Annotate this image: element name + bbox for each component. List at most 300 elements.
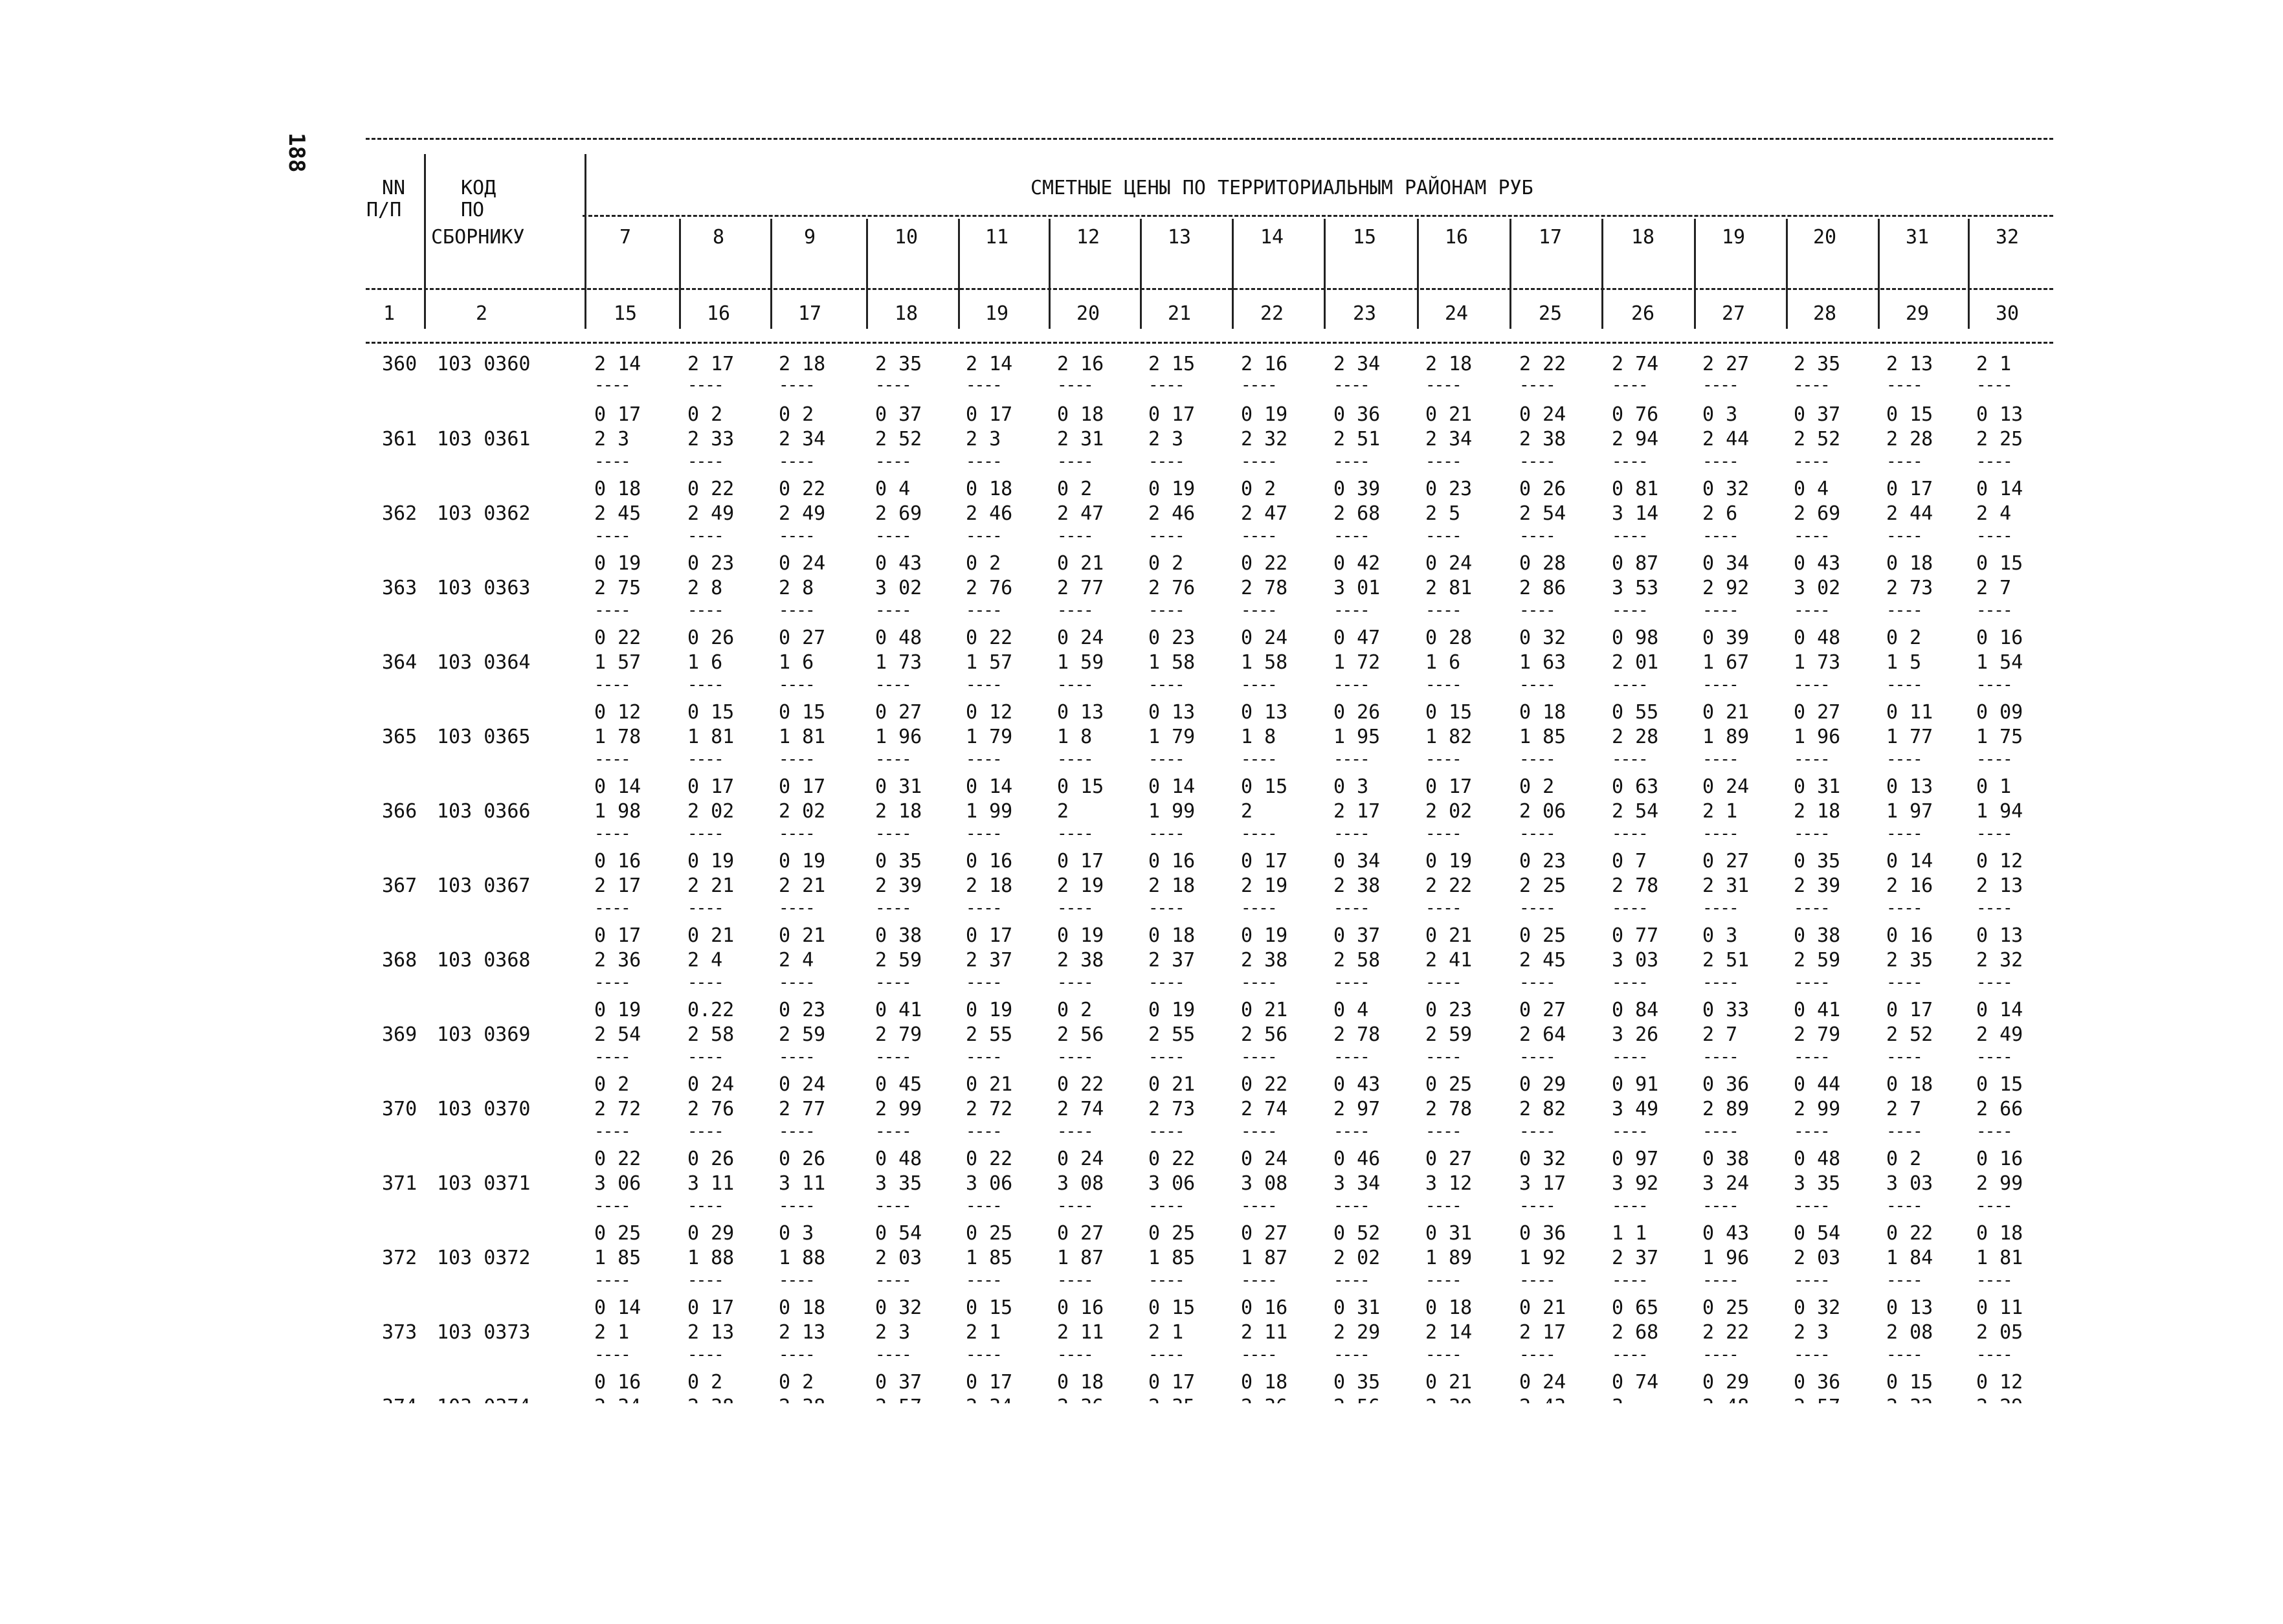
price-cell: 0 22 [1057,1073,1104,1096]
price-cell: 0 13 [1148,701,1196,724]
price-cell: 1 73 [875,651,922,674]
column-divider [1049,219,1051,329]
price-cell: 2 54 [1612,800,1659,823]
price-cell: 3 03 [1886,1172,1933,1195]
column-divider [679,219,681,329]
price-cell: 1 58 [1241,651,1288,674]
fraction-bar: ---- [1333,375,1369,395]
row-code: 103 0369 [437,1023,531,1046]
price-cell: 0 19 [594,999,641,1021]
fraction-bar: ---- [966,824,1001,843]
price-cell: 0 14 [1148,775,1196,798]
price-cell: 0 23 [779,999,826,1021]
price-cell: 2 49 [687,502,735,525]
district-number: 20 [1812,226,1837,249]
price-cell: 2 37 [1148,949,1196,972]
district-number: 32 [1995,226,2020,249]
fraction-bar: ---- [1886,375,1922,395]
price-cell: 2 17 [594,874,641,897]
fraction-bar: ---- [779,750,814,769]
column-number: 20 [1076,302,1100,325]
fraction-bar: ---- [1794,1196,1829,1216]
price-cell: 2 28 [1612,726,1659,748]
price-cell: 0 2 [1519,775,1555,798]
price-cell: 0 18 [1886,552,1933,575]
price-cell: 2 11 [1241,1321,1288,1344]
district-number: 9 [803,226,816,249]
district-number: 16 [1444,226,1469,249]
price-cell: 0 77 [1612,924,1659,947]
fraction-bar: ---- [1976,973,2012,992]
price-cell: 0 17 [1241,850,1288,873]
price-cell: 2 18 [1425,353,1473,375]
price-cell: 1 58 [1148,651,1196,674]
fraction-bar: ---- [1794,675,1829,695]
price-cell: 2 59 [1425,1023,1473,1046]
column-divider [1509,219,1511,329]
column-number: 23 [1352,302,1377,325]
fraction-bar: ---- [966,375,1001,395]
price-cell: 0 13 [1976,924,2023,947]
fraction-bar: ---- [779,1271,814,1290]
price-cell: 0 38 [1702,1148,1750,1170]
price-cell: 0 16 [1886,924,1933,947]
price-cell: 1 96 [1702,1247,1750,1269]
price-cell: 0 2 [687,403,723,426]
price-cell: 2 15 [1148,353,1196,375]
district-number: 19 [1721,226,1746,249]
price-cell: 0 27 [1794,701,1841,724]
price-cell: 0 7 [1612,850,1647,873]
price-cell: 3 11 [687,1172,735,1195]
price-cell: 2 51 [1702,949,1750,972]
price-cell: 0 27 [1519,999,1566,1021]
price-cell: 2 13 [1886,353,1933,375]
price-cell: 2 19 [1057,874,1104,897]
fraction-bar: ---- [687,973,723,992]
price-cell: 2 1 [1976,353,2012,375]
fraction-bar: ---- [1333,750,1369,769]
price-cell: 0 19 [1241,924,1288,947]
row-code: 103 0373 [437,1321,531,1344]
price-cell: 1 92 [1519,1247,1566,1269]
price-cell: 0 21 [779,924,826,947]
price-cell: 2 33 [687,428,735,450]
fraction-bar: ---- [1976,1271,2012,1290]
fraction-bar: ---- [779,375,814,395]
price-cell: 1 77 [1886,726,1933,748]
district-number: 13 [1167,226,1192,249]
price-cell: 0 38 [875,924,922,947]
price-cell: 0 19 [1057,924,1104,947]
price-cell: 3 03 [1612,949,1659,972]
price-cell: 2 3 [875,1321,911,1344]
table-rule [366,138,2053,140]
price-cell: 2 22 [1519,353,1566,375]
fraction-bar: ---- [1794,526,1829,546]
fraction-bar: ---- [1976,452,2012,471]
price-cell: 2 02 [779,800,826,823]
column-divider [866,219,868,329]
fraction-bar: ---- [1794,1345,1829,1364]
fraction-bar: ---- [1976,750,2012,769]
price-cell: 0 39 [1702,627,1750,649]
fraction-bar: ---- [1057,898,1093,918]
price-cell: 0 27 [1702,850,1750,873]
price-cell: 2 4 [687,949,723,972]
price-cell: 0 27 [779,627,826,649]
price-cell: 2 44 [1702,428,1750,450]
row-number: 373 [382,1321,418,1344]
price-cell: 0 24 [779,552,826,575]
fraction-bar: ---- [779,452,814,471]
price-cell: 0 17 [1148,1371,1196,1394]
fraction-bar: ---- [1148,375,1184,395]
fraction-bar: ---- [1333,898,1369,918]
price-cell: 2 44 [1886,502,1933,525]
price-cell: 2 05 [1976,1321,2023,1344]
price-cell: 0 14 [1886,850,1933,873]
price-cell: 2 66 [1976,1098,2023,1120]
price-cell: 2 1 [1702,800,1738,823]
fraction-bar: ---- [966,526,1001,546]
fraction-bar: ---- [687,1345,723,1364]
fraction-bar: ---- [1057,375,1093,395]
fraction-bar: ---- [1241,898,1276,918]
price-cell: 0 22 [779,478,826,500]
district-number: 12 [1076,226,1100,249]
fraction-bar: ---- [1425,675,1461,695]
price-cell: 2 47 [1241,502,1288,525]
price-cell: 2 13 [779,1321,826,1344]
price-cell: 3 11 [779,1172,826,1195]
price-cell: 0 18 [1057,1371,1104,1394]
price-cell: 2 8 [687,577,723,599]
price-cell: 0 87 [1612,552,1659,575]
fraction-bar: ---- [966,601,1001,620]
price-cell: 1 81 [1976,1247,2023,1269]
price-cell: 1 95 [1333,726,1381,748]
price-cell: 1 72 [1333,651,1381,674]
fraction-bar: ---- [966,973,1001,992]
price-cell: 0 15 [1148,1296,1196,1319]
price-cell: 2 17 [687,353,735,375]
fraction-bar: ---- [1241,1271,1276,1290]
column-number: 28 [1812,302,1837,325]
price-cell: 0 48 [875,1148,922,1170]
row-number: 364 [382,651,418,674]
fraction-bar: ---- [594,973,630,992]
price-cell: 2 38 [1333,874,1381,897]
fraction-bar: ---- [779,526,814,546]
column-number: 19 [985,302,1009,325]
price-cell: 2 89 [1702,1098,1750,1120]
price-cell: 2 36 [594,949,641,972]
prices-title: СМЕТНЫЕ ЦЕНЫ ПО ТЕРРИТОРИАЛЬНЫМ РАЙОНАМ РУБ [1030,177,1533,199]
fraction-bar: ---- [1976,601,2012,620]
fraction-bar: ---- [1519,601,1555,620]
price-cell: 1 59 [1057,651,1104,674]
fraction-bar: ---- [1241,526,1276,546]
fraction-bar: ---- [1241,1122,1276,1141]
fraction-bar: ---- [1886,973,1922,992]
row-number: 360 [382,353,418,375]
price-cell: 2 38 [1057,949,1104,972]
price-cell: 2 37 [1612,1247,1659,1269]
fraction-bar: ---- [875,1196,911,1216]
fraction-bar: ---- [1886,526,1922,546]
price-cell: 2 39 [875,874,922,897]
table-rule [583,215,2053,217]
price-cell: 0 15 [1241,775,1288,798]
price-cell: 2 7 [1886,1098,1922,1120]
price-cell: 0 18 [1425,1296,1473,1319]
price-cell: 2 49 [1976,1023,2023,1046]
price-cell: 0 15 [1425,701,1473,724]
fraction-bar: ---- [1425,750,1461,769]
fraction-bar: ---- [594,375,630,395]
price-cell: 1 99 [966,800,1013,823]
row-code: 103 0371 [437,1172,531,1195]
price-cell: 0 25 [594,1222,641,1245]
price-cell: 0 4 [1794,478,1829,500]
price-cell: 2 1 [1148,1321,1184,1344]
price-cell: 0 23 [687,552,735,575]
price-cell: 2 39 [1794,874,1841,897]
price-cell: 0 27 [1057,1222,1104,1245]
fraction-bar: ---- [1241,750,1276,769]
price-cell: 2 29 [1333,1321,1381,1344]
fraction-bar: ---- [1333,526,1369,546]
fraction-bar: ---- [1333,1345,1369,1364]
price-cell: 2 56 [1057,1023,1104,1046]
price-cell: 1 89 [1425,1247,1473,1269]
row-number: 371 [382,1172,418,1195]
price-cell: 2 72 [594,1098,641,1120]
price-cell: 0 43 [1702,1222,1750,1245]
price-cell: 2 1 [966,1321,1001,1344]
price-cell: 0 17 [779,775,826,798]
price-cell: 0 19 [1148,478,1196,500]
price-cell: 0 21 [1702,701,1750,724]
price-cell: 0 76 [1612,403,1659,426]
fraction-bar: ---- [875,526,911,546]
fraction-bar: ---- [1794,750,1829,769]
fraction-bar: ---- [1976,526,2012,546]
price-cell: 0 2 [594,1073,630,1096]
price-cell: 1 81 [779,726,826,748]
fraction-bar: ---- [594,1196,630,1216]
price-cell: 0 97 [1612,1148,1659,1170]
price-cell: 2 35 [1886,949,1933,972]
price-cell: 2 79 [875,1023,922,1046]
price-cell: 0 25 [1425,1073,1473,1096]
price-cell: 0 54 [875,1222,922,1245]
price-cell: 1 99 [1148,800,1196,823]
price-cell: 0 19 [966,999,1013,1021]
page-number: 188 [284,133,309,173]
fraction-bar: ---- [1612,1196,1647,1216]
fraction-bar: ---- [594,452,630,471]
price-cell: 2 03 [875,1247,922,1269]
price-cell: 0 18 [1241,1371,1288,1394]
price-cell: 1 5 [1886,651,1922,674]
price-cell: 0 2 [1886,627,1922,649]
fraction-bar: ---- [1241,1196,1276,1216]
price-cell: 0 25 [1148,1222,1196,1245]
fraction-bar: ---- [1057,750,1093,769]
fraction-bar: ---- [1519,973,1555,992]
price-cell: 2 55 [1148,1023,1196,1046]
price-cell: 0 13 [1241,701,1288,724]
fraction-bar: ---- [1425,898,1461,918]
price-cell: 1 97 [1886,800,1933,823]
row-code: 103 0363 [437,577,531,599]
price-cell: 2 35 [875,353,922,375]
column-number: 16 [706,302,731,325]
fraction-bar: ---- [1425,526,1461,546]
price-cell: 0 14 [594,1296,641,1319]
price-cell: 0 2 [779,403,814,426]
price-cell: 2 76 [966,577,1013,599]
district-number: 11 [985,226,1009,249]
fraction-bar: ---- [1425,973,1461,992]
price-cell: 0 23 [1425,478,1473,500]
price-cell: 0 16 [966,850,1013,873]
price-cell: 0 26 [1333,701,1381,724]
price-cell: 0 37 [875,1371,922,1394]
price-cell: 0 31 [1794,775,1841,798]
price-cell: 0 38 [1794,924,1841,947]
price-cell: 0 27 [875,701,922,724]
fraction-bar: ---- [1519,750,1555,769]
price-cell: 0 22 [966,1148,1013,1170]
price-cell: 2 77 [1057,577,1104,599]
price-cell: 0 3 [779,1222,814,1245]
column-number: 22 [1260,302,1284,325]
fraction-bar: ---- [1886,601,1922,620]
fraction-bar: ---- [779,675,814,695]
fraction-bar: ---- [594,1122,630,1141]
price-cell: 3 06 [966,1172,1013,1195]
price-cell: 0 41 [875,999,922,1021]
fraction-bar: ---- [1057,675,1093,695]
price-cell: 0 21 [1425,924,1473,947]
price-cell: 1 85 [1519,726,1566,748]
district-number: 31 [1905,226,1930,249]
fraction-bar: ---- [779,1196,814,1216]
fraction-bar: ---- [1425,375,1461,395]
price-cell: 2 21 [687,874,735,897]
price-cell: 2 82 [1519,1098,1566,1120]
price-cell: 2 77 [779,1098,826,1120]
fraction-bar: ---- [1976,1345,2012,1364]
price-cell: 0 16 [1057,1296,1104,1319]
fraction-bar: ---- [875,1047,911,1067]
price-cell: 0 16 [594,850,641,873]
price-cell: 0 23 [1519,850,1566,873]
price-cell: 2 68 [1333,502,1381,525]
price-cell: 1 85 [594,1247,641,1269]
price-cell: 2 78 [1333,1023,1381,1046]
fraction-bar: ---- [1976,898,2012,918]
price-cell: 0 55 [1612,701,1659,724]
nn-header: NN [382,177,406,199]
price-cell: 2 59 [1794,949,1841,972]
price-cell: 0 32 [1519,1148,1566,1170]
price-cell: 0 17 [594,924,641,947]
fraction-bar: ---- [1794,973,1829,992]
fraction-bar: ---- [966,1271,1001,1290]
price-cell: 2 45 [1519,949,1566,972]
price-cell: 0 14 [1976,478,2023,500]
price-cell: 0 42 [1333,552,1381,575]
price-cell: 2 92 [1702,577,1750,599]
price-cell: 2 4 [779,949,814,972]
price-cell: 1 1 [1612,1222,1647,1245]
price-cell: 2 34 [779,428,826,450]
price-cell: 2 [1057,800,1069,823]
price-cell: 0 09 [1976,701,2023,724]
fraction-bar: ---- [1241,824,1276,843]
fraction-bar: ---- [594,1047,630,1067]
price-cell: 0 2 [1057,999,1093,1021]
price-cell: 0 34 [1702,552,1750,575]
price-cell: 0 17 [687,1296,735,1319]
price-cell: 0 24 [687,1073,735,1096]
price-cell: 0 36 [1519,1222,1566,1245]
row-number: 362 [382,502,418,525]
price-cell: 0 39 [1333,478,1381,500]
fraction-bar: ---- [1612,824,1647,843]
fraction-bar: ---- [594,750,630,769]
fraction-bar: ---- [687,1047,723,1067]
price-cell: 0 31 [875,775,922,798]
price-cell: 2 13 [1976,874,2023,897]
fraction-bar: ---- [1702,1122,1738,1141]
price-cell: 2 78 [1612,874,1659,897]
price-cell: 2 75 [594,577,641,599]
fraction-bar: ---- [687,750,723,769]
price-cell: 2 5 [1425,502,1461,525]
fraction-bar: ---- [1057,1122,1093,1141]
price-cell: 2 59 [779,1023,826,1046]
code-header: СБОРНИКУ [431,226,525,249]
district-number: 14 [1260,226,1284,249]
fraction-bar: ---- [1333,973,1369,992]
fraction-bar: ---- [1519,526,1555,546]
row-number: 366 [382,800,418,823]
fraction-bar: ---- [875,1271,911,1290]
price-cell: 3 06 [1148,1172,1196,1195]
price-cell: 0 4 [875,478,911,500]
price-cell: 2 22 [1425,874,1473,897]
fraction-bar: ---- [1333,1196,1369,1216]
fraction-bar: ---- [687,526,723,546]
price-cell: 0 25 [966,1222,1013,1245]
fraction-bar: ---- [966,1047,1001,1067]
row-number: 363 [382,577,418,599]
price-cell: 2 38 [1519,428,1566,450]
fraction-bar: ---- [1886,898,1922,918]
price-cell: 1 75 [1976,726,2023,748]
price-cell: 0 26 [779,1148,826,1170]
price-cell: 0 22 [966,627,1013,649]
district-number: 8 [712,226,725,249]
fraction-bar: ---- [594,601,630,620]
price-cell: 0 4 [1333,999,1369,1021]
fraction-bar: ---- [1425,1271,1461,1290]
